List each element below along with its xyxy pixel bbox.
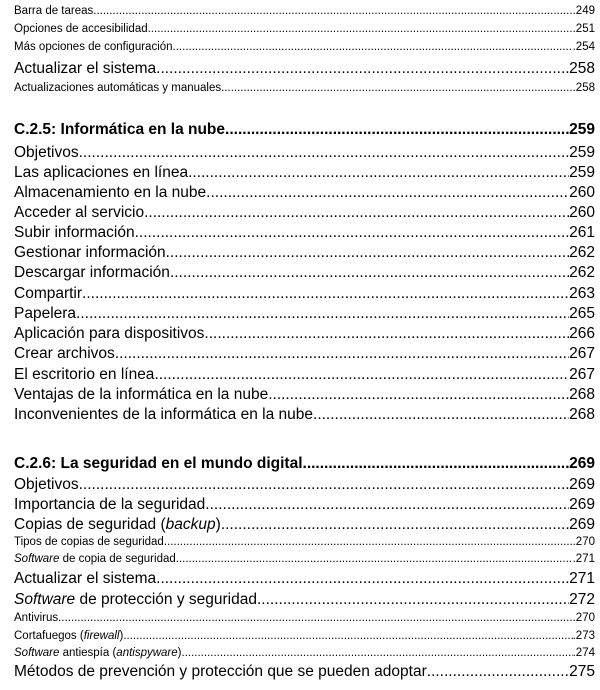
dot-leader	[303, 455, 570, 473]
dot-leader	[205, 496, 569, 514]
toc-entry-page: 269	[569, 516, 595, 533]
dot-leader	[221, 516, 569, 534]
toc-entry-label: Compartir	[14, 285, 83, 302]
toc-entry-label: Actualizar el sistema	[14, 60, 157, 77]
toc-entry-label: Barra de tareas	[14, 5, 94, 17]
toc-entry-label: Tipos de copias de seguridad	[14, 536, 164, 548]
toc-entry	[14, 264, 595, 282]
toc-entry-page: .271	[572, 553, 595, 565]
dot-leader	[313, 406, 569, 424]
dot-leader	[170, 264, 569, 282]
toc-entry-page: 260	[569, 184, 595, 201]
toc-entry-page: .249	[572, 5, 595, 17]
toc-entry-page: 267	[569, 345, 595, 362]
toc-entry	[14, 82, 595, 94]
toc-entry-page: 266	[569, 325, 595, 342]
toc-entry-page: .254	[572, 41, 595, 53]
toc-entry-page: 265	[569, 305, 595, 322]
toc-entry-page: 260	[569, 204, 595, 221]
dot-leader	[166, 244, 570, 262]
dot-leader	[173, 41, 573, 53]
toc-entry-label: Actualizaciones automáticas y manuales	[14, 82, 222, 94]
toc-entry-label: Opciones de accesibilidad	[14, 23, 148, 35]
section-heading-page: 269	[569, 455, 595, 472]
dot-leader	[148, 23, 573, 35]
toc-entry	[14, 285, 595, 303]
toc-entry	[14, 663, 595, 681]
toc-entry	[14, 386, 595, 404]
toc-entry	[14, 496, 595, 514]
toc-entry-label: Métodos de prevención y protección que se pueden adoptar	[14, 663, 427, 680]
toc-entry-page: 269	[569, 496, 595, 513]
section-heading-label: C.2.6: La seguridad en el mundo digital	[14, 455, 303, 472]
toc-entry	[14, 345, 595, 363]
toc-entry-page: 262	[569, 264, 595, 281]
toc-entry-label: Copias de seguridad (backup)	[14, 516, 221, 533]
toc-entry-page: .273	[572, 630, 595, 642]
toc-entry-page: 268	[569, 406, 595, 423]
dot-leader	[164, 536, 573, 548]
toc-entry	[14, 570, 595, 588]
dot-leader	[79, 476, 570, 494]
toc-entry	[14, 41, 595, 53]
section-heading	[14, 455, 595, 473]
dot-leader	[225, 121, 569, 139]
toc-entry	[14, 5, 595, 17]
dot-leader	[58, 612, 573, 624]
dot-leader	[188, 164, 569, 182]
toc-entry	[14, 325, 595, 343]
dot-leader	[176, 553, 573, 565]
toc-entry-page: 261	[569, 224, 595, 241]
dot-leader	[154, 366, 569, 384]
toc-entry-label: Aplicación para dispositivos	[14, 325, 205, 342]
toc-entry	[14, 612, 595, 624]
toc-entry-page: 263	[569, 285, 595, 302]
toc-entry-label: Importancia de la seguridad	[14, 496, 206, 513]
toc-entry-page: 268	[569, 386, 595, 403]
dot-leader	[257, 591, 569, 609]
toc-entry-page: 271	[569, 570, 595, 587]
dot-leader	[206, 184, 569, 202]
toc-entry-page: .270	[572, 612, 595, 624]
toc-entry-label: Crear archivos	[14, 345, 115, 362]
toc-entry	[14, 23, 595, 35]
toc-entry	[14, 366, 595, 384]
toc-entry	[14, 184, 595, 202]
toc-entry	[14, 476, 595, 494]
toc-entry-page: 272	[569, 591, 595, 608]
toc-entry-label: Objetivos	[14, 476, 79, 493]
dot-leader	[204, 325, 569, 343]
dot-leader	[156, 570, 569, 588]
toc-entry-label: Software de copia de seguridad	[14, 553, 176, 565]
toc-entry-label: Almacenamiento en la nube	[14, 184, 207, 201]
dot-leader	[221, 82, 573, 94]
toc-entry-label: Descargar información	[14, 264, 170, 281]
toc-entry	[14, 204, 595, 222]
dot-leader	[115, 345, 569, 363]
toc-entry	[14, 536, 595, 548]
toc-entry-page: .258	[572, 82, 595, 94]
toc-entry	[14, 406, 595, 424]
toc-entry-label: Antivirus	[14, 612, 59, 624]
toc-entry-label: Papelera	[14, 305, 77, 322]
toc-entry-page: 267	[569, 366, 595, 383]
toc-entry-label: Software de protección y seguridad	[14, 591, 257, 608]
toc-entry-label: Software antiespía (antispyware)	[14, 647, 182, 659]
toc-entry-page: 269	[569, 476, 595, 493]
toc-entry-label: Las aplicaciones en línea	[14, 164, 189, 181]
toc-entry-label: Subir información	[14, 224, 135, 241]
toc-entry	[14, 630, 595, 642]
toc-entry	[14, 591, 595, 609]
dot-leader	[123, 630, 572, 642]
toc-entry	[14, 647, 595, 659]
toc-entry-page: 258	[569, 60, 595, 77]
section-heading	[14, 121, 595, 139]
dot-leader	[76, 305, 569, 323]
toc-entry	[14, 144, 595, 162]
toc-entry	[14, 224, 595, 242]
toc-entry-page: .251	[572, 23, 595, 35]
toc-entry	[14, 516, 595, 534]
dot-leader	[144, 204, 569, 222]
dot-leader	[427, 663, 569, 681]
toc-entry-page: .274	[572, 647, 595, 659]
dot-leader	[156, 60, 569, 78]
toc-entry-page: 262	[569, 244, 595, 261]
toc-entry	[14, 305, 595, 323]
toc-entry	[14, 244, 595, 262]
dot-leader	[93, 5, 572, 17]
toc-entry-label: Ventajas de la informática en la nube	[14, 386, 269, 403]
toc-entry-label: Cortafuegos (firewall)	[14, 630, 124, 642]
toc-entry	[14, 553, 595, 565]
dot-leader	[268, 386, 569, 404]
toc-entry	[14, 60, 595, 78]
section-heading-page: 259	[569, 121, 595, 138]
dot-leader	[82, 285, 569, 303]
toc-entry-page: 259	[569, 164, 595, 181]
toc-entry-page: 275	[569, 663, 595, 680]
toc-entry-label: Objetivos	[14, 144, 79, 161]
toc-entry-label: El escritorio en línea	[14, 366, 155, 383]
toc-entry-label: Más opciones de configuración	[14, 41, 173, 53]
toc-entry-page: .270	[572, 536, 595, 548]
toc-entry-label: Acceder al servicio	[14, 204, 145, 221]
toc-entry-label: Actualizar el sistema	[14, 570, 157, 587]
toc-entry	[14, 164, 595, 182]
toc-entry-label: Gestionar información	[14, 244, 166, 261]
dot-leader	[135, 224, 570, 242]
toc-entry-label: Inconvenientes de la informática en la nube	[14, 406, 314, 423]
dot-leader	[79, 144, 570, 162]
section-heading-label: C.2.5: Informática en la nube	[14, 121, 226, 138]
toc-entry-page: 259	[569, 144, 595, 161]
dot-leader	[182, 647, 573, 659]
